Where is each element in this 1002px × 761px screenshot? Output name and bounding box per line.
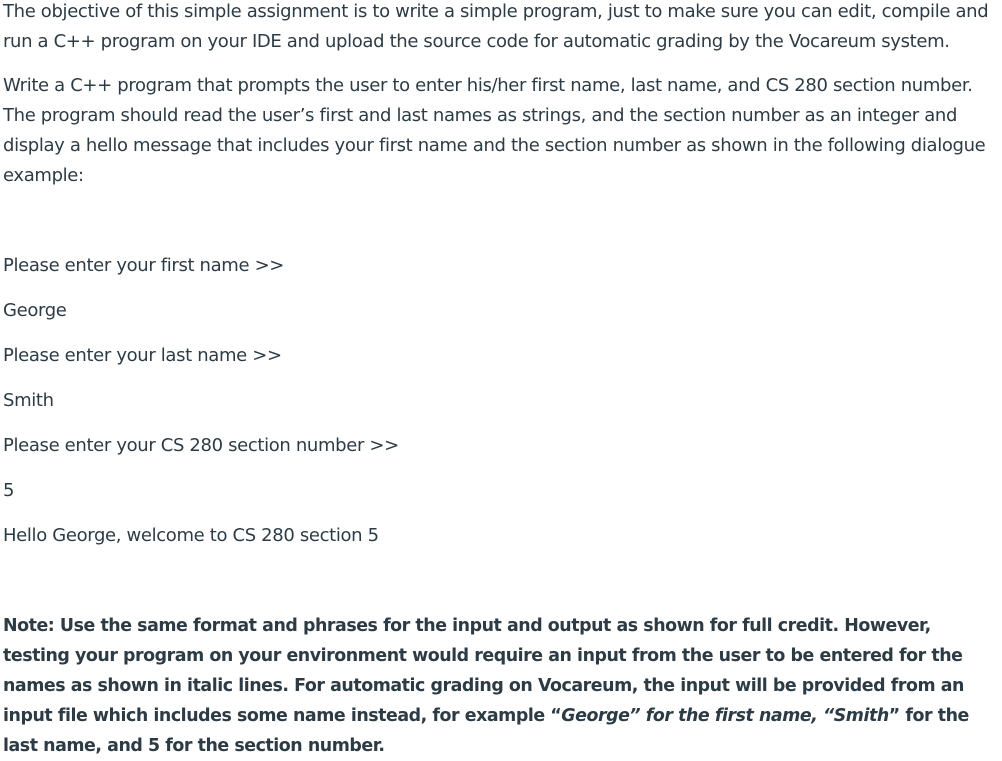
note-paragraph (3, 611, 1000, 761)
dialogue-prompt-section: Please enter your CS 280 section number >> (3, 435, 399, 456)
intro-paragraph-objective: The objective of this simple assignment is to write a simple program, just to make sure you can edit, compile and run a C++ program on your IDE and upload the source code for automatic grading by the Vocareum system. (3, 1, 989, 52)
note-text-italic: George” for the first name, “Smith (561, 706, 889, 726)
dialogue-input-first-name: George (3, 300, 67, 321)
note-text-part1: Note: Use the same format and phrases for the input and output as shown for full credit. However, testing your program on your environment would require an input from the user to be entered for the names as shown in italic lines. For automatic grading on Vocareum, the input will be provided from an input file which includes some name instead, for example “ (3, 616, 964, 726)
dialogue-output-hello: Hello George, welcome to CS 280 section 5 (3, 525, 379, 546)
dialogue-prompt-first-name: Please enter your first name >> (3, 255, 285, 276)
dialogue-input-section: 5 (3, 480, 15, 501)
dialogue-prompt-last-name: Please enter your last name >> (3, 345, 282, 366)
intro-paragraph-instructions: Write a C++ program that prompts the user to enter his/her first name, last name, and CS 280 section number. The program should read the user’s first and last names as strings, and the section number as an integer and display a hello message that includes your first name and the section number as shown in the following dialogue example: (3, 75, 986, 186)
note-text-part2: ” for the last name, and 5 for the section number. (3, 706, 969, 756)
dialogue-input-last-name: Smith (3, 390, 54, 411)
